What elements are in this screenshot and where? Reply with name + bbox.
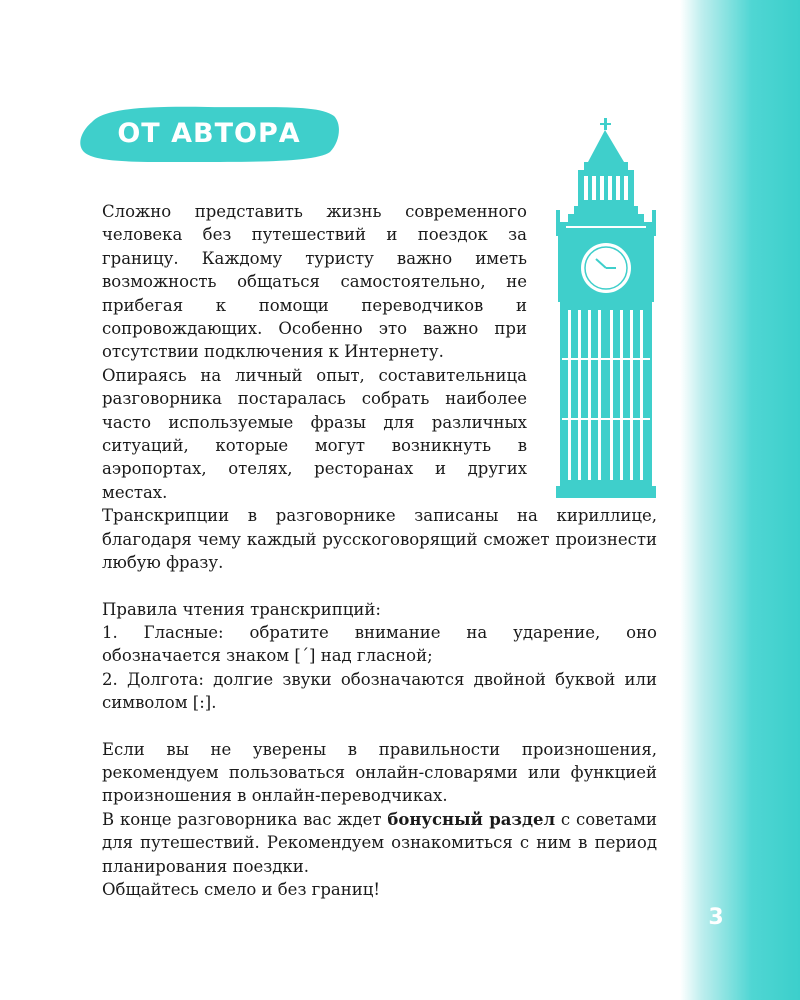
page-number: 3 (708, 905, 724, 930)
body-text (102, 200, 657, 901)
bonus-text-before: В конце разговорника вас ждет (102, 809, 388, 829)
rules-title: Правила чтения транскрипций: (102, 599, 381, 619)
bonus-section-highlight: бонусный раздел (387, 809, 556, 829)
side-color-band (680, 0, 800, 1000)
rule-length: 2. Долгота: долгие звуки обозначаются двойной буквой или символом [:]. (102, 669, 657, 713)
paragraph-bonus (102, 808, 657, 878)
bonus-text-after: с советами для путешествий. Рекомендуем ознакомиться с ним в период планирования поездки. (102, 809, 657, 876)
rule-vowels: 1. Гласные: обратите внимание на ударение, оно обозначается знаком [´] над гласной; (102, 622, 657, 666)
paragraph-transcription: Транскрипции в разговорнике записаны на кириллице, благодаря чему каждый русскоговорящий сможет произнести любую фразу. (102, 506, 657, 573)
paragraph-closing: Общайтесь смело и без границ! (102, 879, 380, 899)
paragraph-pronunciation: Если вы не уверены в правильности произношения, рекомендуем пользоваться онлайн-словарями или функцией произношения в онлайн-переводчиках. (102, 739, 657, 806)
page-title: ОТ АВТОРА (117, 118, 301, 149)
title-badge (78, 104, 340, 164)
paragraph-intro: Сложно представить жизнь современного человека без путешествий и поездок за границу. Каждому туристу важно иметь возможность общаться самостоятельно, не прибегая к помощи переводчиков и сопровождающих. Особенно это важно при отсутствии подключения к Интернету. (102, 202, 527, 362)
paragraph-author-experience: Опираясь на личный опыт, составительница разговорника постаралась собрать наиболее часто используемые фразы для различных ситуаций, которые могут возникнуть в аэропортах, отелях, ресторанах и других местах. (102, 365, 527, 502)
